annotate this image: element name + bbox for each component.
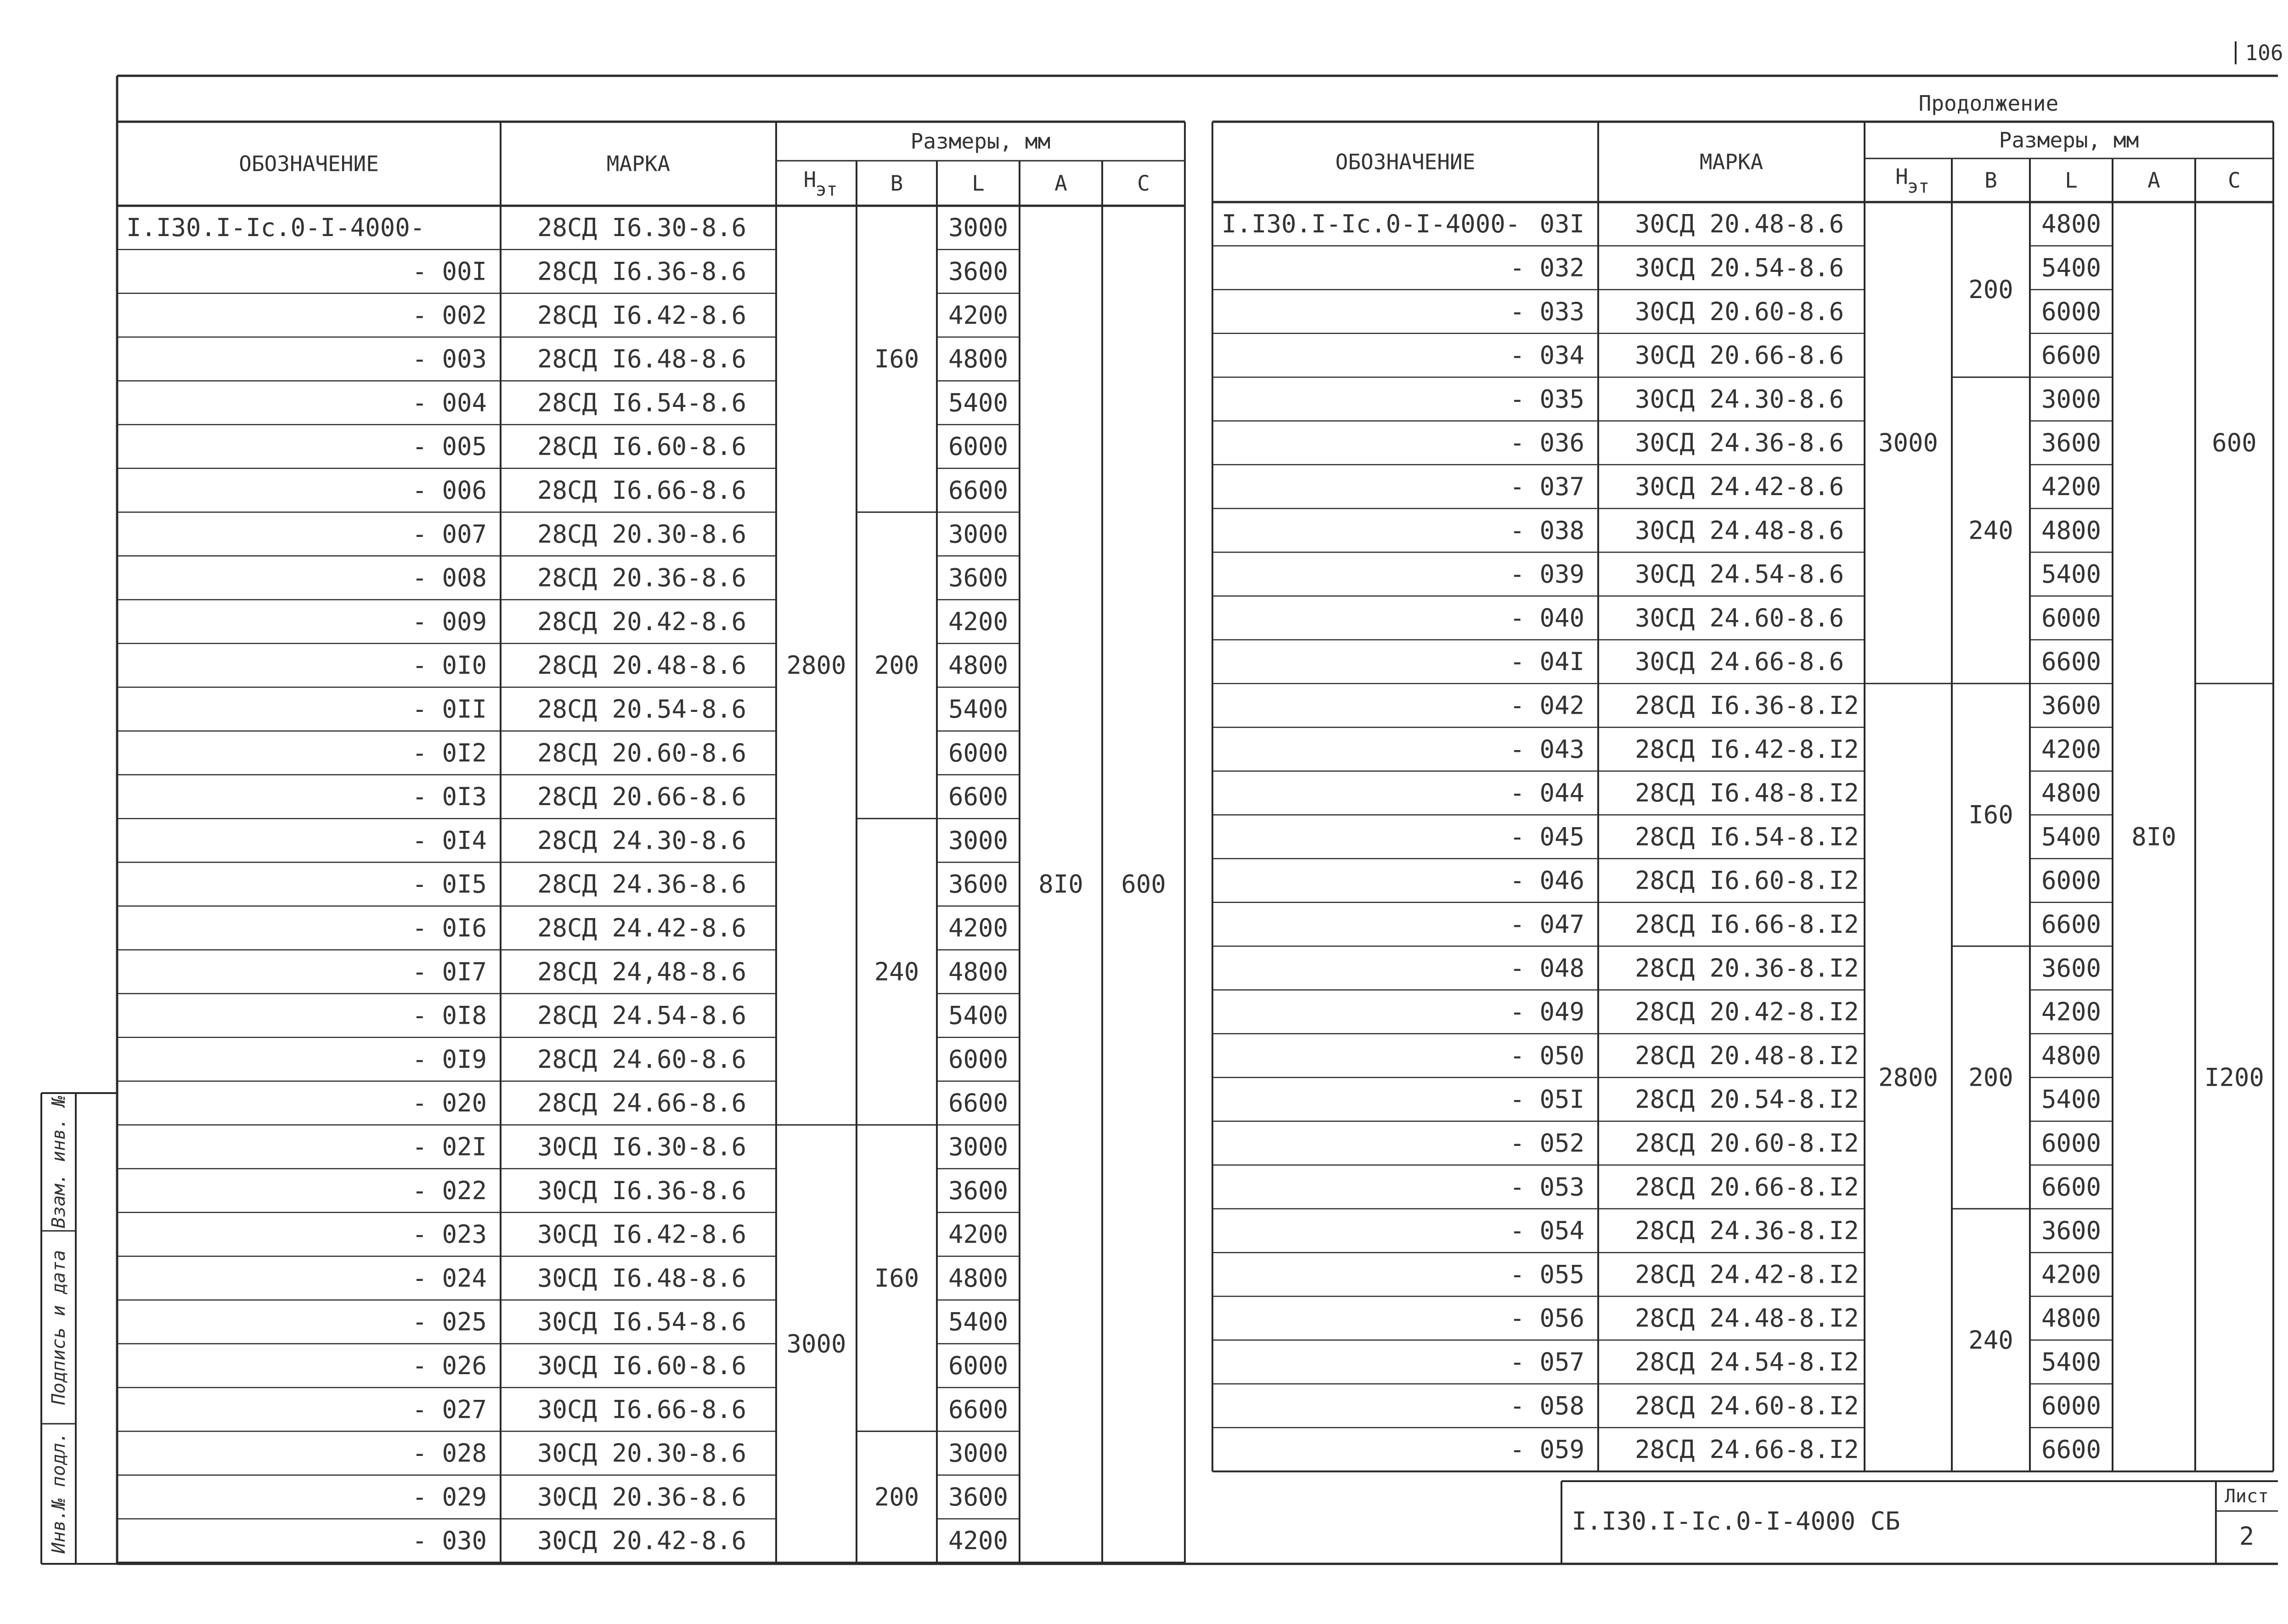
row-mark: 28СД 24.36-8.I2 [1635, 1216, 1859, 1246]
row-code: - 006 [412, 475, 487, 505]
b-group-value: 200 [1968, 275, 2013, 304]
row-length: 5400 [2041, 253, 2102, 282]
row-length: 4200 [948, 300, 1009, 330]
row-length: 5400 [2041, 559, 2102, 589]
row-mark: 28СД I6.48-8.I2 [1635, 778, 1859, 808]
row-mark: 28СД 24.30-8.6 [537, 826, 747, 855]
row-length: 3600 [2041, 691, 2102, 720]
b-group-value: I60 [874, 1263, 919, 1293]
row-length: 6600 [948, 782, 1009, 812]
row-code: - 0I4 [412, 826, 487, 855]
row-length: 3600 [948, 1176, 1009, 1205]
row-code: - 058 [1510, 1391, 1584, 1421]
row-length: 4800 [948, 651, 1009, 680]
row-code: - 007 [412, 519, 487, 549]
row-code: - 00I [412, 257, 487, 286]
header-l: L [2065, 168, 2078, 193]
a-value: 8I0 [1038, 869, 1083, 899]
row-length: 3600 [948, 563, 1009, 592]
row-length: 6600 [2041, 1172, 2102, 1201]
row-code: - 0II [412, 694, 487, 724]
row-length: 3000 [948, 1438, 1009, 1468]
row-mark: 30СД 24.54-8.6 [1635, 559, 1844, 589]
row-length: 3000 [948, 1132, 1009, 1162]
row-mark: 30СД I6.36-8.6 [537, 1176, 747, 1205]
row-code: - 026 [412, 1351, 487, 1380]
corner-sheet-number: 106 [2245, 40, 2283, 65]
row-mark: 30СД 20.48-8.6 [1635, 209, 1844, 239]
row-mark: 28СД 20.54-8.I2 [1635, 1085, 1859, 1114]
document-code: I.I30.I-Ic.0-I-4000 СБ [1572, 1506, 1900, 1536]
row-length: 3000 [948, 213, 1009, 242]
row-code: - 053 [1510, 1172, 1584, 1201]
row-code: 03I [1539, 209, 1584, 239]
row-mark: 30СД I6.54-8.6 [537, 1307, 747, 1336]
b-group-value: 200 [874, 1482, 919, 1511]
b-group-value: 200 [1968, 1063, 2013, 1092]
row-length: 6600 [2041, 1435, 2102, 1464]
row-code: - 059 [1510, 1435, 1584, 1464]
b-group-value: 240 [874, 957, 919, 987]
row-mark: 28СД I6.54-8.I2 [1635, 822, 1859, 851]
row-code: - 005 [412, 432, 487, 461]
row-code: - 023 [412, 1220, 487, 1249]
row-length: 4200 [948, 1526, 1009, 1556]
b-group-value: I60 [874, 344, 919, 374]
row-mark: 30СД I6.60-8.6 [537, 1351, 747, 1380]
row-mark: 30СД 20.54-8.6 [1635, 253, 1844, 282]
row-mark: 28СД I6.54-8.6 [537, 388, 747, 417]
row-length: 3600 [2041, 1216, 2102, 1246]
row-length: 6600 [2041, 647, 2102, 677]
row-mark: 28СД 20.60-8.I2 [1635, 1128, 1859, 1158]
header-c: C [1137, 171, 1150, 196]
h-group-value: 3000 [786, 1329, 846, 1359]
row-length: 5400 [2041, 1085, 2102, 1114]
row-code: - 0I3 [412, 782, 487, 812]
row-mark: 28СД 20.66-8.6 [537, 782, 747, 812]
row-mark: 30СД 24.66-8.6 [1635, 647, 1844, 677]
row-mark: 28СД 20.42-8.6 [537, 607, 747, 636]
row-code: - 030 [412, 1526, 487, 1556]
designation-base: I.I30.I-Ic.0-I-4000- [1222, 209, 1521, 239]
row-length: 6600 [948, 1395, 1009, 1424]
stamp-replaced-inventory: Взам. инв. № [48, 1095, 69, 1229]
c-value: 600 [1121, 869, 1166, 899]
row-code: - 036 [1510, 428, 1584, 457]
row-length: 6000 [948, 1044, 1009, 1074]
row-code: - 022 [412, 1176, 487, 1205]
row-length: 4200 [2041, 472, 2102, 501]
row-length: 4800 [2041, 778, 2102, 808]
row-length: 4200 [948, 913, 1009, 942]
row-code: - 009 [412, 607, 487, 636]
row-length: 6000 [2041, 297, 2102, 326]
row-mark: 28СД 24,48-8.6 [537, 957, 747, 987]
row-length: 3600 [2041, 428, 2102, 457]
row-mark: 28СД 24.42-8.6 [537, 913, 747, 942]
row-length: 5400 [948, 388, 1009, 417]
row-mark: 28СД 20.30-8.6 [537, 519, 747, 549]
row-code: - 008 [412, 563, 487, 592]
row-mark: 30СД I6.30-8.6 [537, 1132, 747, 1162]
row-mark: 28СД I6.48-8.6 [537, 344, 747, 374]
row-length: 6000 [948, 432, 1009, 461]
row-mark: 30СД 20.42-8.6 [537, 1526, 747, 1556]
row-length: 6000 [948, 738, 1009, 767]
row-length: 6600 [948, 475, 1009, 505]
header-mark: МАРКА [606, 151, 671, 176]
header-dimensions: Размеры, мм [1999, 128, 2139, 152]
header-h: H [1895, 164, 1908, 189]
stamp-signature-date: Подпись и дата [48, 1250, 69, 1405]
row-length: 6000 [2041, 1128, 2102, 1158]
row-mark: 28СД 20.54-8.6 [537, 694, 747, 724]
row-length: 3600 [948, 257, 1009, 286]
header-h-sub: эт [1907, 176, 1930, 197]
row-mark: 28СД I6.66-8.I2 [1635, 909, 1859, 939]
row-code: - 044 [1510, 778, 1584, 808]
row-mark: 28СД I6.42-8.6 [537, 300, 747, 330]
row-length: 4800 [948, 344, 1009, 374]
row-length: 4800 [948, 957, 1009, 987]
row-code: - 035 [1510, 384, 1584, 414]
row-mark: 28СД I6.30-8.6 [537, 213, 747, 242]
row-code: - 027 [412, 1395, 487, 1424]
row-code: - 0I2 [412, 738, 487, 767]
row-length: 4800 [2041, 1041, 2102, 1070]
row-mark: 28СД I6.66-8.6 [537, 475, 747, 505]
header-designation: ОБОЗНАЧЕНИЕ [1335, 149, 1476, 175]
row-mark: 30СД 20.30-8.6 [537, 1438, 747, 1468]
row-length: 6600 [948, 1088, 1009, 1118]
row-mark: 28СД I6.36-8.I2 [1635, 691, 1859, 720]
row-length: 3000 [948, 826, 1009, 855]
row-code: - 033 [1510, 297, 1584, 326]
row-mark: 28СД I6.60-8.I2 [1635, 866, 1859, 895]
row-code: - 034 [1510, 341, 1584, 370]
row-code: - 0I7 [412, 957, 487, 987]
row-code: - 056 [1510, 1303, 1584, 1333]
row-code: - 032 [1510, 253, 1584, 282]
row-length: 4200 [948, 607, 1009, 636]
header-dimensions: Размеры, мм [910, 129, 1051, 154]
row-mark: 28СД 24.66-8.I2 [1635, 1435, 1859, 1464]
row-length: 3600 [948, 1482, 1009, 1511]
row-length: 5400 [948, 1001, 1009, 1030]
row-mark: 30СД 24.30-8.6 [1635, 384, 1844, 414]
row-length: 3000 [948, 519, 1009, 549]
row-code: - 04I [1510, 647, 1584, 677]
row-mark: 28СД 24.42-8.I2 [1635, 1260, 1859, 1289]
row-code: - 0I5 [412, 869, 487, 899]
row-code: - 0I6 [412, 913, 487, 942]
row-length: 3000 [2041, 384, 2102, 414]
row-code: - 054 [1510, 1216, 1584, 1246]
b-group-value: 200 [874, 651, 919, 680]
header-b: B [890, 171, 903, 196]
row-mark: 28СД 20.36-8.6 [537, 563, 747, 592]
row-length: 5400 [948, 1307, 1009, 1336]
row-mark: 30СД I6.42-8.6 [537, 1220, 747, 1249]
row-code: - 025 [412, 1307, 487, 1336]
row-code: - 05I [1510, 1085, 1584, 1114]
row-length: 6000 [2041, 1391, 2102, 1421]
c-group-value: I200 [2204, 1063, 2265, 1092]
row-code: - 029 [412, 1482, 487, 1511]
row-code: - 040 [1510, 603, 1584, 632]
header-l: L [972, 171, 985, 196]
b-group-value: 240 [1968, 516, 2013, 545]
b-group-value: 240 [1968, 1325, 2013, 1355]
row-code: - 052 [1510, 1128, 1584, 1158]
row-mark: 28СД 20.66-8.I2 [1635, 1172, 1859, 1201]
header-h-sub: эт [815, 179, 838, 200]
row-length: 3600 [2041, 953, 2102, 983]
row-length: 4800 [2041, 1303, 2102, 1333]
row-mark: 28СД 20.48-8.6 [537, 651, 747, 680]
continuation-label: Продолжение [1918, 91, 2059, 116]
designation-base: I.I30.I-Ic.0-I-4000- [126, 213, 425, 242]
row-length: 6600 [2041, 341, 2102, 370]
row-mark: 28СД 24.54-8.6 [537, 1001, 747, 1030]
b-group-value: I60 [1968, 800, 2013, 829]
row-code: - 024 [412, 1263, 487, 1293]
row-code: - 042 [1510, 691, 1584, 720]
row-mark: 28СД I6.36-8.6 [537, 257, 747, 286]
row-code: - 004 [412, 388, 487, 417]
row-code: - 002 [412, 300, 487, 330]
row-mark: 30СД 20.66-8.6 [1635, 341, 1844, 370]
stamp-inventory-number: Инв.№ подл. [48, 1432, 69, 1554]
a-value: 8I0 [2131, 822, 2176, 851]
row-code: - 049 [1510, 997, 1584, 1026]
row-length: 5400 [2041, 1347, 2102, 1376]
header-a: A [2147, 168, 2160, 193]
row-mark: 30СД I6.66-8.6 [537, 1395, 747, 1424]
row-mark: 30СД 20.60-8.6 [1635, 297, 1844, 326]
header-b: B [1984, 168, 1997, 193]
header-a: A [1054, 171, 1067, 196]
row-code: - 003 [412, 344, 487, 374]
row-length: 6000 [2041, 866, 2102, 895]
row-mark: 28СД 20.60-8.6 [537, 738, 747, 767]
row-code: - 046 [1510, 866, 1584, 895]
row-code: - 0I8 [412, 1001, 487, 1030]
row-mark: 28СД I6.60-8.6 [537, 432, 747, 461]
row-code: - 037 [1510, 472, 1584, 501]
row-length: 6600 [2041, 909, 2102, 939]
h-group-value: 2800 [1878, 1063, 1939, 1092]
row-code: - 0I9 [412, 1044, 487, 1074]
row-length: 4200 [2041, 1260, 2102, 1289]
header-c: C [2228, 168, 2241, 193]
row-mark: 28СД 24.54-8.I2 [1635, 1347, 1859, 1376]
sheet-number: 2 [2239, 1522, 2254, 1551]
row-code: - 047 [1510, 909, 1584, 939]
sheet-label: Лист [2224, 1486, 2269, 1507]
row-mark: 28СД 20.42-8.I2 [1635, 997, 1859, 1026]
row-code: - 050 [1510, 1041, 1584, 1070]
header-mark: МАРКА [1699, 149, 1764, 175]
row-mark: 28СД 24.66-8.6 [537, 1088, 747, 1118]
row-mark: 30СД I6.48-8.6 [537, 1263, 747, 1293]
row-code: - 020 [412, 1088, 487, 1118]
row-mark: 30СД 20.36-8.6 [537, 1482, 747, 1511]
row-mark: 28СД 24.60-8.I2 [1635, 1391, 1859, 1421]
row-length: 4800 [948, 1263, 1009, 1293]
row-mark: 28СД I6.42-8.I2 [1635, 734, 1859, 764]
header-designation: ОБОЗНАЧЕНИЕ [239, 151, 379, 176]
row-code: - 038 [1510, 516, 1584, 545]
row-code: - 0I0 [412, 651, 487, 680]
row-code: - 039 [1510, 559, 1584, 589]
row-length: 6000 [948, 1351, 1009, 1380]
row-mark: 30СД 24.60-8.6 [1635, 603, 1844, 632]
row-length: 5400 [2041, 822, 2102, 851]
row-code: - 055 [1510, 1260, 1584, 1289]
row-mark: 28СД 24.60-8.6 [537, 1044, 747, 1074]
h-group-value: 2800 [786, 651, 846, 680]
row-length: 4800 [2041, 516, 2102, 545]
row-length: 4200 [2041, 997, 2102, 1026]
row-length: 4800 [2041, 209, 2102, 239]
row-length: 4200 [948, 1220, 1009, 1249]
header-h: H [803, 167, 817, 192]
row-mark: 28СД 20.36-8.I2 [1635, 953, 1859, 983]
row-code: - 048 [1510, 953, 1584, 983]
row-mark: 30СД 24.36-8.6 [1635, 428, 1844, 457]
row-length: 5400 [948, 694, 1009, 724]
row-mark: 28СД 20.48-8.I2 [1635, 1041, 1859, 1070]
row-code: - 057 [1510, 1347, 1584, 1376]
row-mark: 28СД 24.36-8.6 [537, 869, 747, 899]
row-mark: 28СД 24.48-8.I2 [1635, 1303, 1859, 1333]
row-length: 4200 [2041, 734, 2102, 764]
row-code: - 02I [412, 1132, 487, 1162]
c-group-value: 600 [2212, 428, 2257, 457]
row-code: - 045 [1510, 822, 1584, 851]
row-length: 6000 [2041, 603, 2102, 632]
row-mark: 30СД 24.48-8.6 [1635, 516, 1844, 545]
row-code: - 028 [412, 1438, 487, 1468]
h-group-value: 3000 [1878, 428, 1939, 457]
row-code: - 043 [1510, 734, 1584, 764]
row-mark: 30СД 24.42-8.6 [1635, 472, 1844, 501]
row-length: 3600 [948, 869, 1009, 899]
